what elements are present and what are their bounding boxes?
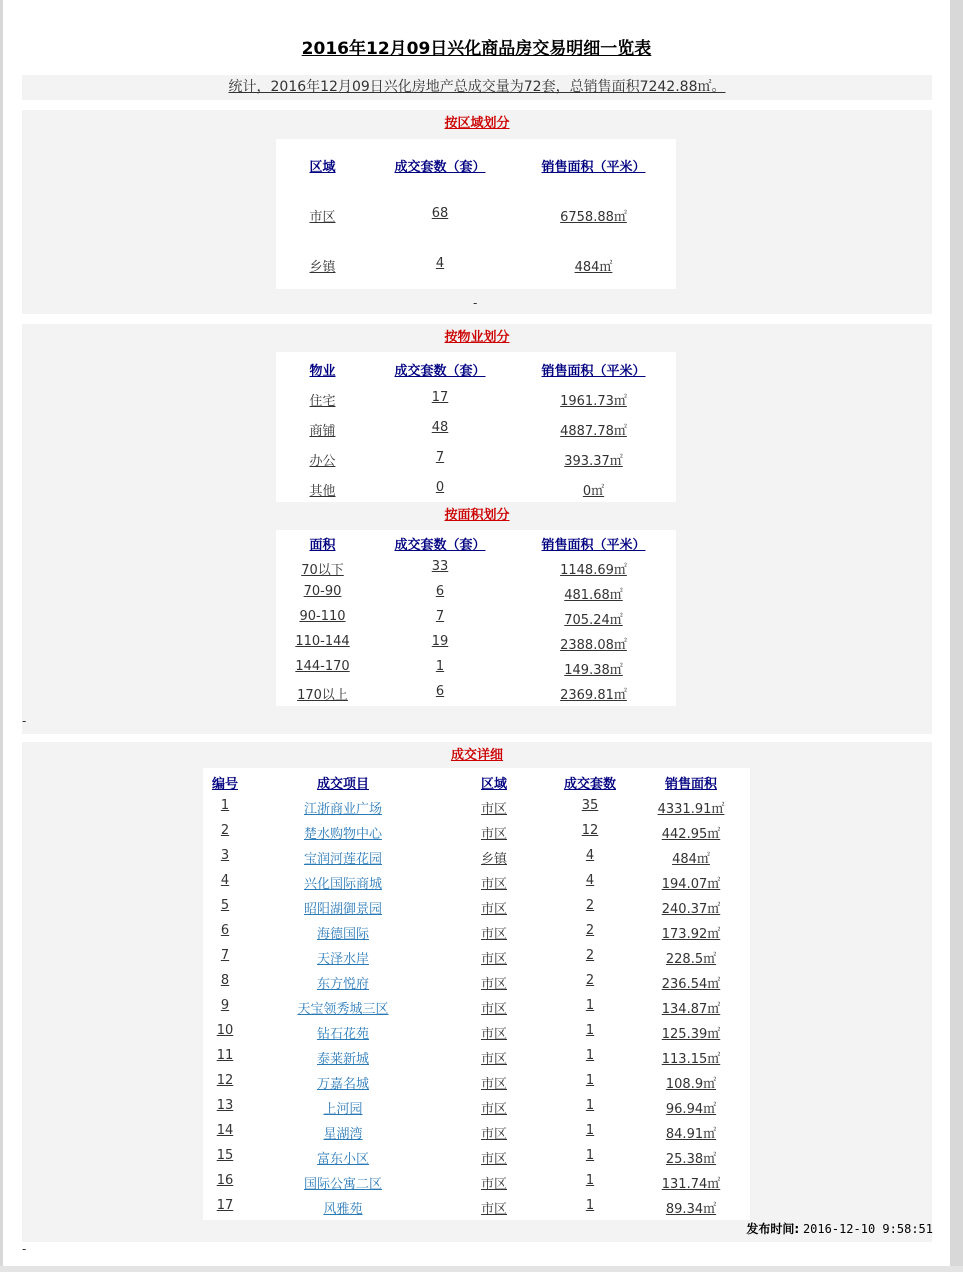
row-area[interactable]: 149.38㎡ <box>564 663 623 678</box>
row-number[interactable]: 16 <box>216 1173 234 1188</box>
row-number[interactable]: 12 <box>216 1073 234 1088</box>
row-area[interactable]: 131.74㎡ <box>661 1177 721 1192</box>
row-project[interactable]: 江浙商业广场 <box>303 802 382 817</box>
table-row <box>276 450 676 470</box>
row-count[interactable]: 2 <box>585 923 595 938</box>
row-area[interactable]: 113.15㎡ <box>661 1052 721 1067</box>
row-area[interactable]: 228.5㎡ <box>665 952 717 967</box>
row-project[interactable]: 楚水购物中心 <box>303 827 382 842</box>
row-count[interactable]: 1 <box>585 1123 595 1138</box>
row-count[interactable]: 2 <box>585 973 595 988</box>
table-row <box>203 1173 750 1193</box>
row-count[interactable]: 1 <box>585 1098 595 1113</box>
publish-time <box>650 1220 933 1237</box>
table-row <box>203 1148 750 1168</box>
row-count[interactable]: 1 <box>585 998 595 1013</box>
row-project[interactable]: 上河园 <box>323 1102 363 1117</box>
table-row <box>276 256 676 276</box>
row-number[interactable]: 5 <box>220 898 230 913</box>
table-row <box>203 923 750 943</box>
table-row <box>203 1098 750 1118</box>
row-count[interactable]: 1 <box>585 1048 595 1063</box>
row-project[interactable]: 钻石花苑 <box>316 1027 369 1042</box>
section-dash: - <box>473 296 478 310</box>
row-number[interactable]: 17 <box>216 1198 234 1213</box>
property-section <box>22 324 932 734</box>
region-section <box>22 110 932 314</box>
row-label[interactable]: 乡镇 <box>309 260 336 275</box>
header-area[interactable]: 销售面积（平米） <box>541 538 646 553</box>
row-area[interactable]: 96.94㎡ <box>665 1102 717 1117</box>
section-dash: - <box>22 714 27 728</box>
row-number[interactable]: 2 <box>220 823 230 838</box>
row-count[interactable]: 35 <box>581 798 599 813</box>
header-count[interactable]: 成交套数（套） <box>394 538 486 553</box>
row-area[interactable]: 236.54㎡ <box>661 977 721 992</box>
row-count[interactable]: 1 <box>435 659 445 674</box>
row-number[interactable]: 9 <box>220 998 230 1013</box>
table-row <box>203 973 750 993</box>
table-row <box>203 1123 750 1143</box>
row-count[interactable]: 12 <box>581 823 599 838</box>
row-count[interactable]: 19 <box>431 634 449 649</box>
area-section-title[interactable]: 按面积划分 <box>444 508 510 523</box>
table-row <box>276 684 676 704</box>
row-label[interactable]: 70-90 <box>303 584 342 599</box>
page-title: 2016年12月09日兴化商品房交易明细一览表 <box>301 39 652 59</box>
row-area[interactable]: 134.87㎡ <box>661 1002 721 1017</box>
row-number[interactable]: 4 <box>220 873 230 888</box>
row-count[interactable]: 1 <box>585 1148 595 1163</box>
table-row <box>276 584 676 604</box>
row-region[interactable]: 市区 <box>480 877 507 892</box>
row-project[interactable]: 泰莱新城 <box>316 1052 369 1067</box>
row-area[interactable]: 442.95㎡ <box>661 827 721 842</box>
header-project[interactable]: 成交项目 <box>316 777 369 792</box>
detail-header-row <box>203 773 750 793</box>
row-label[interactable]: 90-110 <box>299 609 346 624</box>
row-project[interactable]: 国际公寓二区 <box>303 1177 382 1192</box>
row-project[interactable]: 天宝领秀城三区 <box>297 1002 389 1017</box>
row-label[interactable]: 办公 <box>309 454 336 469</box>
table-row <box>203 1023 750 1043</box>
table-row <box>276 206 676 226</box>
row-project[interactable]: 兴化国际商城 <box>303 877 382 892</box>
row-region[interactable]: 市区 <box>480 977 507 992</box>
row-project[interactable]: 宝润河莲花园 <box>303 852 382 867</box>
region-table <box>276 139 676 289</box>
row-count[interactable]: 7 <box>435 450 445 465</box>
row-number[interactable]: 1 <box>220 798 230 813</box>
row-area[interactable]: 1148.69㎡ <box>560 563 627 578</box>
property-table <box>276 352 676 502</box>
row-area[interactable]: 125.39㎡ <box>661 1027 721 1042</box>
row-count[interactable]: 1 <box>585 1173 595 1188</box>
row-number[interactable]: 7 <box>220 948 230 963</box>
row-project[interactable]: 天泽水岸 <box>316 952 369 967</box>
row-region[interactable]: 市区 <box>480 802 507 817</box>
page-end-dash: - <box>22 1242 27 1256</box>
table-row <box>276 390 676 410</box>
header-area[interactable]: 销售面积（平米） <box>541 160 646 175</box>
row-label[interactable]: 144-170 <box>295 659 350 674</box>
right-border <box>950 0 963 1272</box>
table-row <box>203 823 750 843</box>
row-region[interactable]: 市区 <box>480 1177 507 1192</box>
table-row <box>276 559 676 579</box>
row-area[interactable]: 173.92㎡ <box>661 927 721 942</box>
row-region[interactable]: 市区 <box>480 1052 507 1067</box>
summary-box <box>22 75 932 100</box>
row-area[interactable]: 4331.91㎡ <box>657 802 725 817</box>
table-row <box>203 948 750 968</box>
row-area[interactable]: 25.38㎡ <box>665 1152 717 1167</box>
publish-value: 2016-12-10 9:58:51 <box>802 1222 933 1236</box>
row-project[interactable]: 海德国际 <box>316 927 369 942</box>
table-row <box>203 998 750 1018</box>
row-region[interactable]: 市区 <box>480 1077 507 1092</box>
table-row <box>203 1198 750 1218</box>
table-row <box>203 798 750 818</box>
detail-section-title[interactable]: 成交详细 <box>450 748 503 763</box>
property-section-title[interactable]: 按物业划分 <box>444 330 510 345</box>
row-area[interactable]: 484㎡ <box>574 260 613 275</box>
row-region[interactable]: 市区 <box>480 1202 507 1217</box>
row-count[interactable]: 0 <box>435 480 445 495</box>
row-label[interactable]: 住宅 <box>309 394 336 409</box>
row-label[interactable]: 110-144 <box>295 634 350 649</box>
table-row <box>203 898 750 918</box>
row-number[interactable]: 8 <box>220 973 230 988</box>
header-area[interactable]: 销售面积（平米） <box>541 364 646 379</box>
row-count[interactable]: 1 <box>585 1198 595 1213</box>
row-area[interactable]: 481.68㎡ <box>564 588 623 603</box>
row-area[interactable]: 1961.73㎡ <box>560 394 627 409</box>
table-row <box>276 420 676 440</box>
row-area[interactable]: 393.37㎡ <box>564 454 623 469</box>
row-area[interactable]: 2388.08㎡ <box>560 638 627 653</box>
region-header-row <box>276 156 676 176</box>
row-label[interactable]: 商铺 <box>309 424 336 439</box>
table-row <box>276 480 676 500</box>
row-region[interactable]: 市区 <box>480 952 507 967</box>
header-count[interactable]: 成交套数（套） <box>394 364 486 379</box>
table-row <box>276 609 676 629</box>
row-count[interactable]: 2 <box>585 948 595 963</box>
region-section-title[interactable]: 按区域划分 <box>444 116 510 131</box>
row-number[interactable]: 11 <box>216 1048 234 1063</box>
detail-table <box>203 768 750 1220</box>
row-area[interactable]: 89.34㎡ <box>665 1202 717 1217</box>
row-region[interactable]: 市区 <box>480 1102 507 1117</box>
row-area[interactable]: 6758.88㎡ <box>560 210 627 225</box>
row-count[interactable]: 4 <box>435 256 445 271</box>
header-region[interactable]: 区域 <box>309 160 336 175</box>
area-table <box>276 530 676 706</box>
header-area[interactable]: 销售面积 <box>664 777 717 792</box>
table-row <box>276 659 676 679</box>
row-region[interactable]: 市区 <box>480 1002 507 1017</box>
property-header-row <box>276 360 676 380</box>
row-label[interactable]: 70以下 <box>301 563 344 578</box>
row-region[interactable]: 市区 <box>480 927 507 942</box>
bottom-border <box>0 1266 963 1272</box>
row-region[interactable]: 市区 <box>480 902 507 917</box>
header-region[interactable]: 区域 <box>480 777 507 792</box>
row-number[interactable]: 15 <box>216 1148 234 1163</box>
header-property[interactable]: 物业 <box>309 364 336 379</box>
row-number[interactable]: 10 <box>216 1023 234 1038</box>
row-area[interactable]: 705.24㎡ <box>564 613 623 628</box>
row-region[interactable]: 市区 <box>480 1152 507 1167</box>
table-row <box>203 1073 750 1093</box>
row-label[interactable]: 170以上 <box>297 688 348 703</box>
table-row <box>203 848 750 868</box>
row-count[interactable]: 2 <box>585 898 595 913</box>
row-region[interactable]: 乡镇 <box>480 852 507 867</box>
row-project[interactable]: 万嘉名城 <box>316 1077 369 1092</box>
area-header-row <box>276 534 676 554</box>
row-label[interactable]: 市区 <box>309 210 336 225</box>
row-count[interactable]: 1 <box>585 1073 595 1088</box>
summary-text: 统计，2016年12月09日兴化房地产总成交量为72套，总销售面积7242.88㎡。 <box>228 79 726 95</box>
row-number[interactable]: 14 <box>216 1123 234 1138</box>
left-border <box>0 0 3 1272</box>
row-count[interactable]: 17 <box>431 390 449 405</box>
table-row <box>203 873 750 893</box>
row-area[interactable]: 108.9㎡ <box>665 1077 717 1092</box>
row-area[interactable]: 484㎡ <box>672 852 710 867</box>
row-count[interactable]: 6 <box>435 584 445 599</box>
row-area[interactable]: 4887.78㎡ <box>560 424 627 439</box>
row-project[interactable]: 风雅苑 <box>323 1202 363 1217</box>
row-count[interactable]: 1 <box>585 1023 595 1038</box>
row-count[interactable]: 7 <box>435 609 445 624</box>
header-number[interactable]: 编号 <box>211 777 238 792</box>
header-count[interactable]: 成交套数（套） <box>394 160 486 175</box>
row-project[interactable]: 东方悦府 <box>316 977 369 992</box>
row-region[interactable]: 市区 <box>480 1027 507 1042</box>
row-project[interactable]: 富东小区 <box>316 1152 369 1167</box>
row-region[interactable]: 市区 <box>480 827 507 842</box>
row-area[interactable]: 194.07㎡ <box>661 877 721 892</box>
row-count[interactable]: 33 <box>431 559 449 574</box>
row-project[interactable]: 昭阳湖御景园 <box>303 902 382 917</box>
header-count[interactable]: 成交套数 <box>563 777 616 792</box>
row-number[interactable]: 13 <box>216 1098 234 1113</box>
table-row <box>203 1048 750 1068</box>
row-count[interactable]: 4 <box>585 848 595 863</box>
table-row <box>276 634 676 654</box>
header-size[interactable]: 面积 <box>309 538 336 553</box>
detail-section <box>22 742 932 1242</box>
row-count[interactable]: 6 <box>435 684 445 699</box>
row-area[interactable]: 240.37㎡ <box>661 902 721 917</box>
row-number[interactable]: 3 <box>220 848 230 863</box>
row-area[interactable]: 0㎡ <box>582 484 605 499</box>
row-area[interactable]: 84.91㎡ <box>665 1127 717 1142</box>
row-number[interactable]: 6 <box>220 923 230 938</box>
publish-label: 发布时间: <box>746 1222 800 1236</box>
row-label[interactable]: 其他 <box>309 484 336 499</box>
row-region[interactable]: 市区 <box>480 1127 507 1142</box>
row-count[interactable]: 4 <box>585 873 595 888</box>
row-count[interactable]: 68 <box>431 206 449 221</box>
row-area[interactable]: 2369.81㎡ <box>560 688 627 703</box>
row-count[interactable]: 48 <box>431 420 449 435</box>
row-project[interactable]: 星湖湾 <box>323 1127 363 1142</box>
